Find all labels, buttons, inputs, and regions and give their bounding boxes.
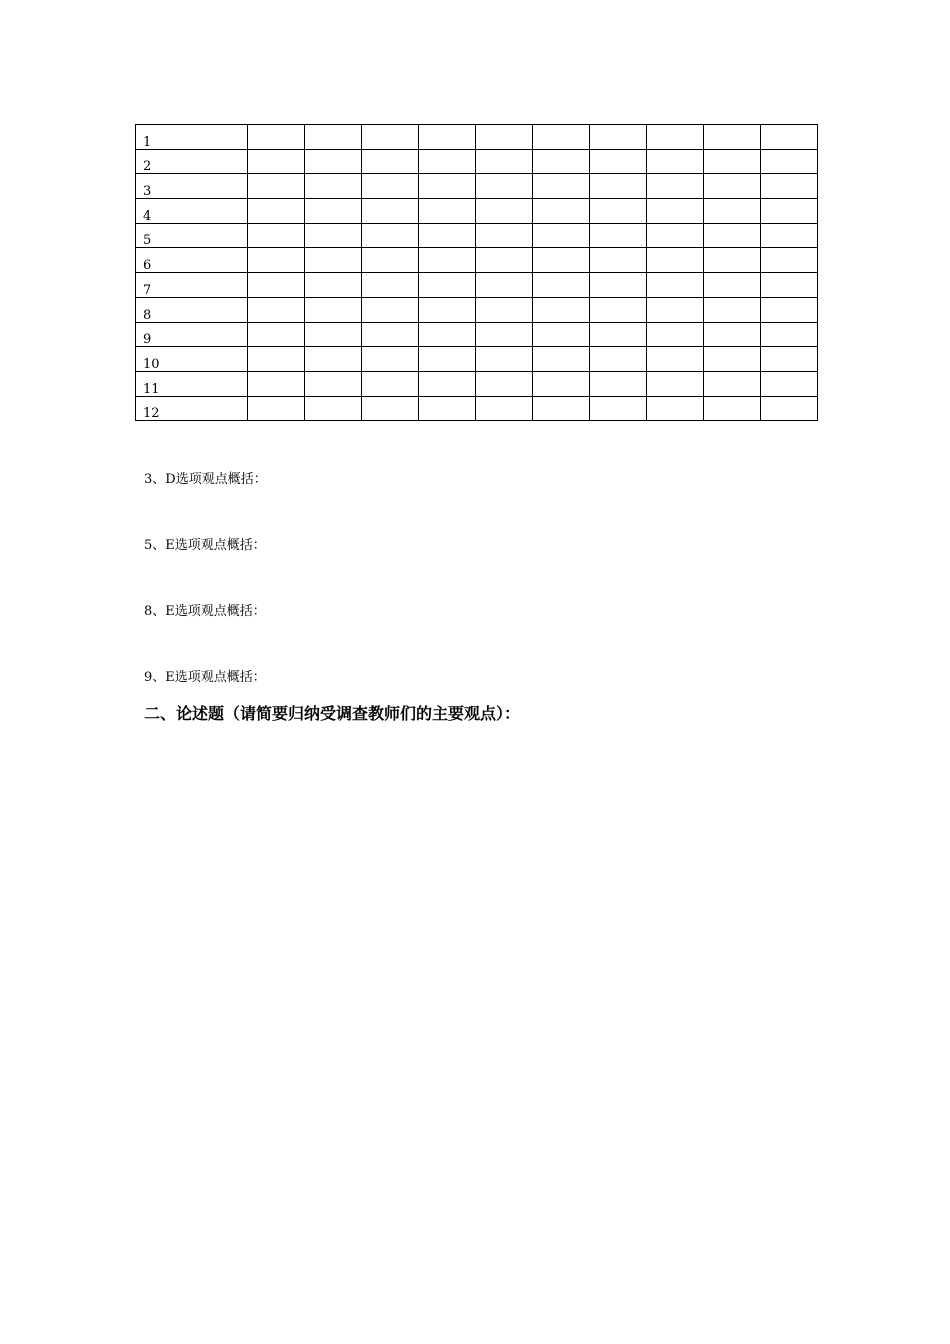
table-cell [419,273,476,298]
table-cell [761,273,818,298]
summary-line-8e: 8、E选项观点概括： [144,604,266,619]
table-row [136,223,818,248]
table-cell [305,297,362,322]
table-row [136,149,818,174]
table-cell [362,396,419,421]
table-cell [647,248,704,273]
table-cell [419,125,476,150]
table-cell [533,371,590,396]
table-cell [248,149,305,174]
table-cell [419,199,476,224]
table-cell [305,371,362,396]
table-cell [533,347,590,372]
table-cell [362,248,419,273]
table-cell [248,199,305,224]
row-label: 9 [136,322,248,347]
table-cell [305,322,362,347]
table-cell [704,125,761,150]
table-cell [419,322,476,347]
table-cell [647,273,704,298]
table-cell [476,125,533,150]
summary-line-5e: 5、E选项观点概括： [144,538,266,553]
table-cell [761,199,818,224]
table-cell [590,149,647,174]
table-cell [419,149,476,174]
table-cell [362,297,419,322]
table-cell [704,322,761,347]
table-cell [305,273,362,298]
table-cell [305,347,362,372]
table-cell [590,347,647,372]
table-cell [248,273,305,298]
row-label: 8 [136,297,248,322]
table-cell [248,248,305,273]
table-cell [704,199,761,224]
table-cell [590,273,647,298]
row-label: 12 [136,396,248,421]
row-label: 1 [136,125,248,150]
table-cell [533,248,590,273]
table-row [136,248,818,273]
table-cell [590,199,647,224]
table-cell [590,371,647,396]
table-cell [590,297,647,322]
table-cell [647,223,704,248]
table-cell [248,174,305,199]
table-cell [647,396,704,421]
row-label: 3 [136,174,248,199]
table-cell [533,125,590,150]
table-cell [704,248,761,273]
table-cell [533,174,590,199]
table-cell [419,223,476,248]
table-cell [704,297,761,322]
table-cell [305,223,362,248]
table-cell [248,297,305,322]
table-cell [248,396,305,421]
table-cell [419,174,476,199]
table-cell [761,125,818,150]
table-cell [647,322,704,347]
table-cell [704,347,761,372]
table-cell [533,396,590,421]
table-cell [590,174,647,199]
table-cell [362,149,419,174]
table-cell [761,371,818,396]
table-cell [704,149,761,174]
table-cell [476,273,533,298]
table-cell [362,223,419,248]
table-row [136,273,818,298]
table-cell [305,248,362,273]
table-cell [761,149,818,174]
table-cell [761,174,818,199]
table-cell [647,347,704,372]
table-cell [476,248,533,273]
table-cell [362,347,419,372]
table-cell [761,223,818,248]
table-cell [419,248,476,273]
table-cell [533,149,590,174]
table-row [136,297,818,322]
survey-table-body [136,125,818,421]
table-cell [248,125,305,150]
table-cell [476,223,533,248]
table-cell [419,347,476,372]
table-cell [419,297,476,322]
table-cell [761,248,818,273]
table-cell [590,248,647,273]
table-cell [704,174,761,199]
table-cell [362,174,419,199]
table-cell [590,322,647,347]
table-cell [419,371,476,396]
table-cell [476,199,533,224]
table-cell [533,273,590,298]
table-cell [362,322,419,347]
table-cell [476,371,533,396]
table-cell [248,322,305,347]
table-cell [476,347,533,372]
summary-line-3d: 3、D选项观点概括： [144,472,267,487]
table-row [136,174,818,199]
row-label: 10 [136,347,248,372]
table-cell [704,223,761,248]
row-label: 2 [136,149,248,174]
table-row [136,322,818,347]
survey-table [135,124,818,421]
table-cell [248,223,305,248]
table-cell [647,149,704,174]
table-cell [761,347,818,372]
table-cell [590,223,647,248]
table-cell [362,199,419,224]
row-label: 11 [136,371,248,396]
table-cell [704,371,761,396]
table-cell [476,396,533,421]
table-cell [533,223,590,248]
table-cell [476,149,533,174]
table-cell [362,273,419,298]
section-heading: 二、论述题（请简要归纳受调查教师们的主要观点）： [144,704,521,723]
table-cell [476,297,533,322]
table-cell [647,125,704,150]
row-label: 5 [136,223,248,248]
table-cell [590,396,647,421]
table-cell [305,174,362,199]
table-cell [362,371,419,396]
table-row [136,347,818,372]
table-cell [704,396,761,421]
table-row [136,371,818,396]
table-cell [419,396,476,421]
table-cell [533,297,590,322]
table-cell [533,199,590,224]
table-cell [362,125,419,150]
table-cell [761,322,818,347]
table-cell [476,174,533,199]
table-cell [647,174,704,199]
table-row [136,396,818,421]
table-cell [761,396,818,421]
table-row [136,199,818,224]
row-label: 6 [136,248,248,273]
table-row [136,125,818,150]
table-cell [305,396,362,421]
row-label: 4 [136,199,248,224]
table-cell [761,297,818,322]
table-cell [647,371,704,396]
table-cell [476,322,533,347]
table-cell [248,371,305,396]
table-cell [305,125,362,150]
table-cell [647,199,704,224]
table-cell [305,149,362,174]
row-label: 7 [136,273,248,298]
table-cell [647,297,704,322]
summary-line-9e: 9、E选项观点概括： [144,670,266,685]
table-cell [533,322,590,347]
table-cell [590,125,647,150]
table-cell [704,273,761,298]
table-cell [305,199,362,224]
table-cell [248,347,305,372]
